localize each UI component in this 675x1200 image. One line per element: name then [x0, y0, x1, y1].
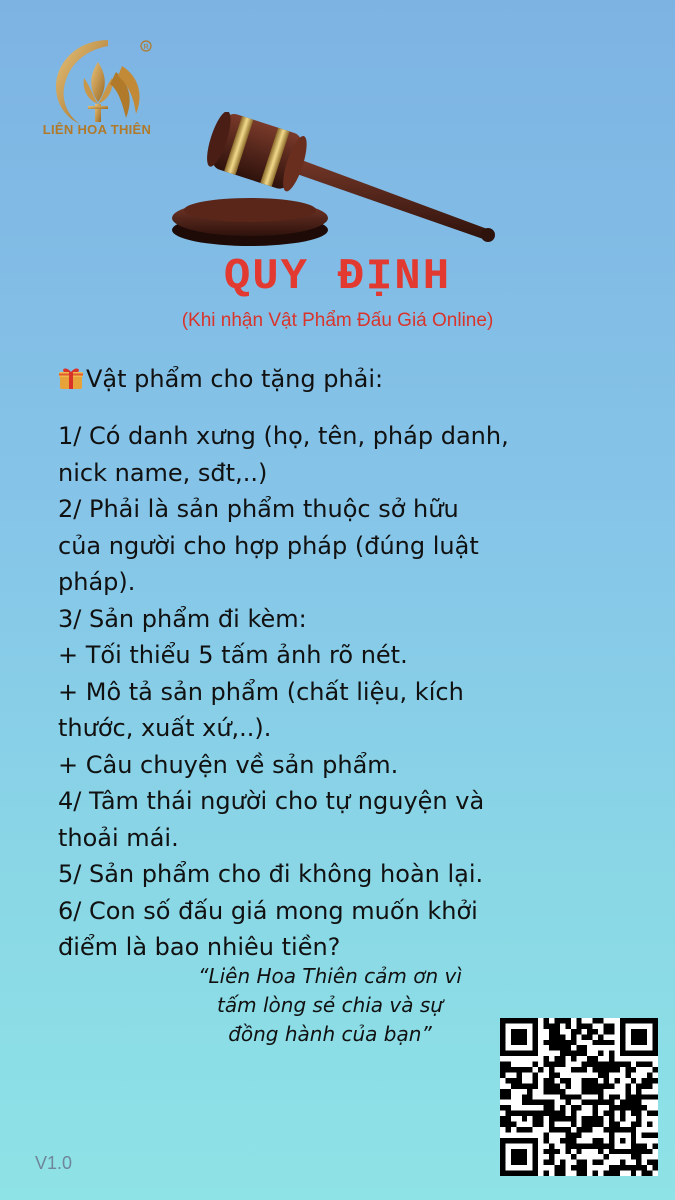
rule-item: + Câu chuyện về sản phẩm. [58, 750, 399, 779]
rules-intro-text: Vật phẩm cho tặng phải: [86, 365, 384, 393]
gavel-icon [170, 112, 500, 252]
rule-item: 1/ Có danh xưng (họ, tên, pháp danh, nick name, sđt,..) [58, 422, 509, 487]
qr-code-icon[interactable] [500, 1018, 658, 1176]
gift-icon [58, 365, 84, 391]
rule-item: + Mô tả sản phẩm (chất liệu, kích thước, xuất xứ,..). [58, 677, 464, 742]
brand-name: LIÊN HOA THIÊN [42, 122, 152, 137]
page-title: QUY ĐỊNH [223, 252, 452, 302]
rule-item: 6/ Con số đấu giá mong muốn khởi điểm là bao nhiêu tiền? [58, 896, 478, 961]
page-subtitle: (Khi nhận Vật Phẩm Đấu Giá Online) [181, 310, 494, 331]
rules-list [58, 418, 638, 966]
thank-you-quote: “Liên Hoa Thiên cảm ơn vì tấm lòng sẻ chia và sự đồng hành của bạn” [198, 964, 462, 1046]
rule-item: 3/ Sản phẩm đi kèm: [58, 604, 307, 633]
rule-item: 4/ Tâm thái người cho tự nguyện và thoải mái. [58, 787, 485, 852]
version-label: V1.0 [35, 1153, 73, 1173]
rules-intro [58, 362, 383, 396]
rule-item: + Tối thiểu 5 tấm ảnh rõ nét. [58, 641, 408, 669]
rule-item: 2/ Phải là sản phẩm thuộc sở hữu của người cho hợp pháp (đúng luật pháp). [58, 495, 479, 596]
rule-item: 5/ Sản phẩm cho đi không hoàn lại. [58, 860, 484, 888]
svg-text:R: R [143, 44, 149, 51]
